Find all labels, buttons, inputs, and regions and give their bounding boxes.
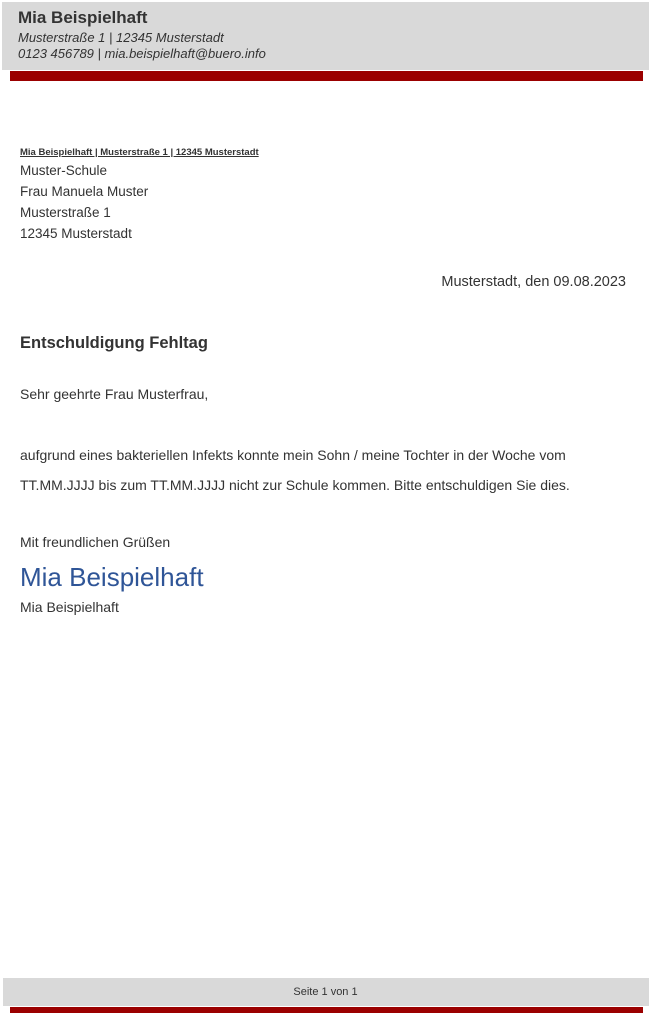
recipient-address <box>20 160 148 244</box>
sender-address: Musterstraße 1 | 12345 Musterstadt <box>18 30 224 45</box>
printed-name: Mia Beispielhaft <box>20 599 119 615</box>
salutation: Sehr geehrte Frau Musterfrau, <box>20 386 209 402</box>
letter-date: Musterstadt, den 09.08.2023 <box>441 274 626 290</box>
recipient-line: Musterstraße 1 <box>20 205 111 220</box>
return-address: Mia Beispielhaft | Musterstraße 1 | 12345 Musterstadt <box>20 147 259 158</box>
letter-subject: Entschuldigung Fehltag <box>20 334 208 352</box>
sender-contact: 0123 456789 | mia.beispielhaft@buero.info <box>18 46 266 61</box>
page-number: Seite 1 von 1 <box>293 986 358 998</box>
sender-name: Mia Beispielhaft <box>18 8 148 27</box>
header-accent-bar <box>10 71 643 81</box>
recipient-line: Muster-Schule <box>20 163 108 178</box>
letter-body: aufgrund eines bakteriellen Infekts konnte mein Sohn / meine Tochter in der Woche vom TT.MM.JJJJ bis zum TT.MM.JJJJ nicht zur Schule kommen. Bitte entschuldigen Sie dies. <box>20 447 570 493</box>
recipient-line: 12345 Musterstadt <box>20 226 132 241</box>
signature: Mia Beispielhaft <box>20 562 204 592</box>
recipient-line: Frau Manuela Muster <box>20 184 149 199</box>
footer-accent-bar <box>10 1007 643 1013</box>
closing: Mit freundlichen Grüßen <box>20 534 171 550</box>
